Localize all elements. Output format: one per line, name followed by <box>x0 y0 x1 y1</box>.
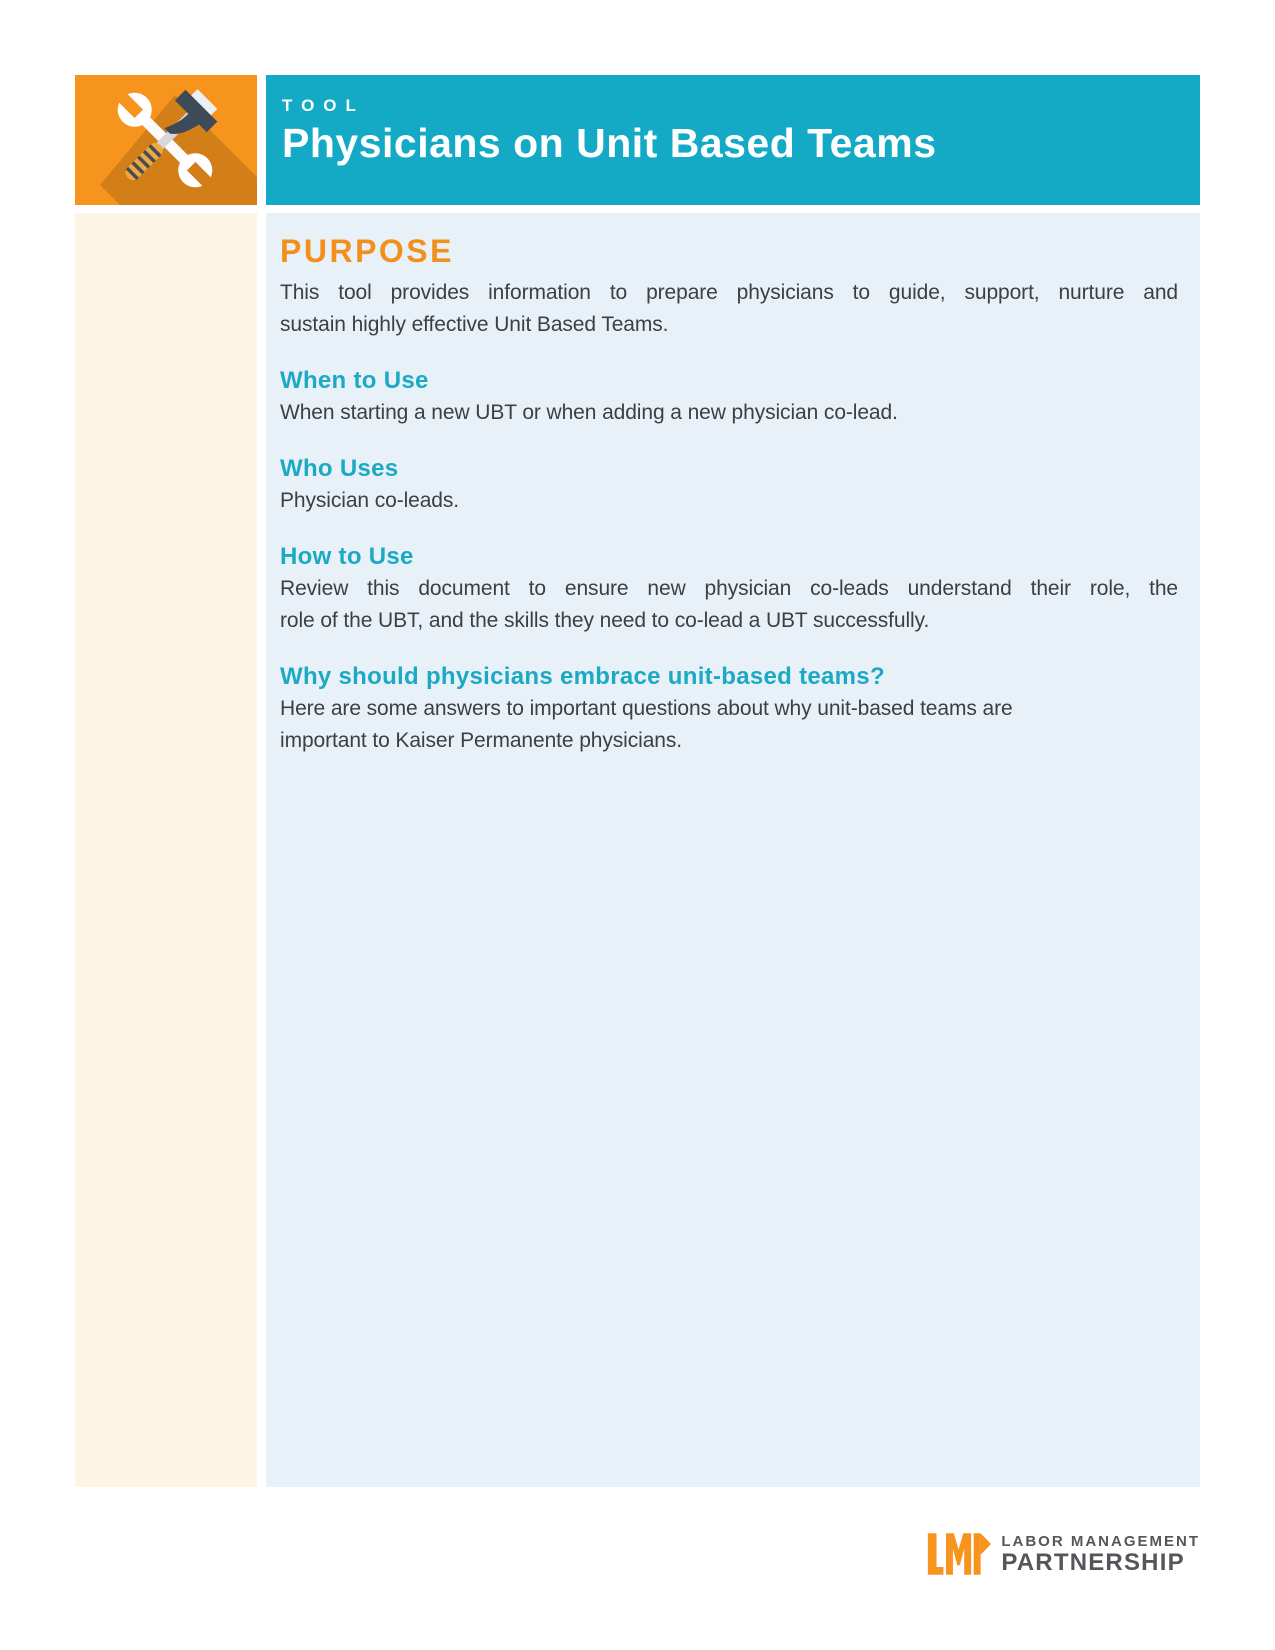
tools-icon-tile <box>75 75 257 205</box>
paragraph-line: This tool provides information to prepare physicians to guide, support, nurture and <box>280 281 1178 304</box>
paragraph-line: role of the UBT, and the skills they need to co-lead a UBT successfully. <box>280 609 930 632</box>
section-paragraph <box>280 485 1178 517</box>
document-title: Physicians on Unit Based Teams <box>282 120 937 166</box>
purpose-heading: PURPOSE <box>280 233 454 269</box>
section-paragraph <box>280 573 1178 637</box>
paragraph-line: Physician co-leads. <box>280 489 460 512</box>
left-sidebar-stripe <box>75 213 257 1487</box>
paragraph-line: important to Kaiser Permanente physicians. <box>280 729 682 752</box>
section-heading-why-embrace: Why should physicians embrace unit-based teams? <box>280 663 885 690</box>
title-banner <box>266 75 1200 205</box>
purpose-intro-paragraph <box>280 277 1178 341</box>
paragraph-line: sustain highly effective Unit Based Teams. <box>280 313 669 336</box>
paragraph-line: Review this document to ensure new physician co-leads understand their role, the <box>280 577 1178 600</box>
paragraph-line: Here are some answers to important questions about why unit-based teams are <box>280 697 1013 720</box>
logo-labor-management: LABOR MANAGEMENT <box>1001 1533 1200 1550</box>
section-heading-who-uses: Who Uses <box>280 455 399 482</box>
lmp-monogram-icon <box>927 1531 991 1577</box>
lmp-logo <box>927 1531 1200 1577</box>
paragraph-line: When starting a new UBT or when adding a new physician co-lead. <box>280 401 898 424</box>
lmp-logo-text <box>1001 1533 1200 1575</box>
wrench-and-hammer-icon <box>75 75 257 205</box>
section-paragraph <box>280 397 1178 429</box>
document-kicker: TOOL <box>282 96 365 115</box>
section-heading-how-to-use: How to Use <box>280 543 414 570</box>
section-paragraph <box>280 693 1178 757</box>
logo-partnership: PARTNERSHIP <box>1001 1549 1185 1576</box>
section-heading-when-to-use: When to Use <box>280 367 429 394</box>
content-area <box>266 213 1200 1487</box>
